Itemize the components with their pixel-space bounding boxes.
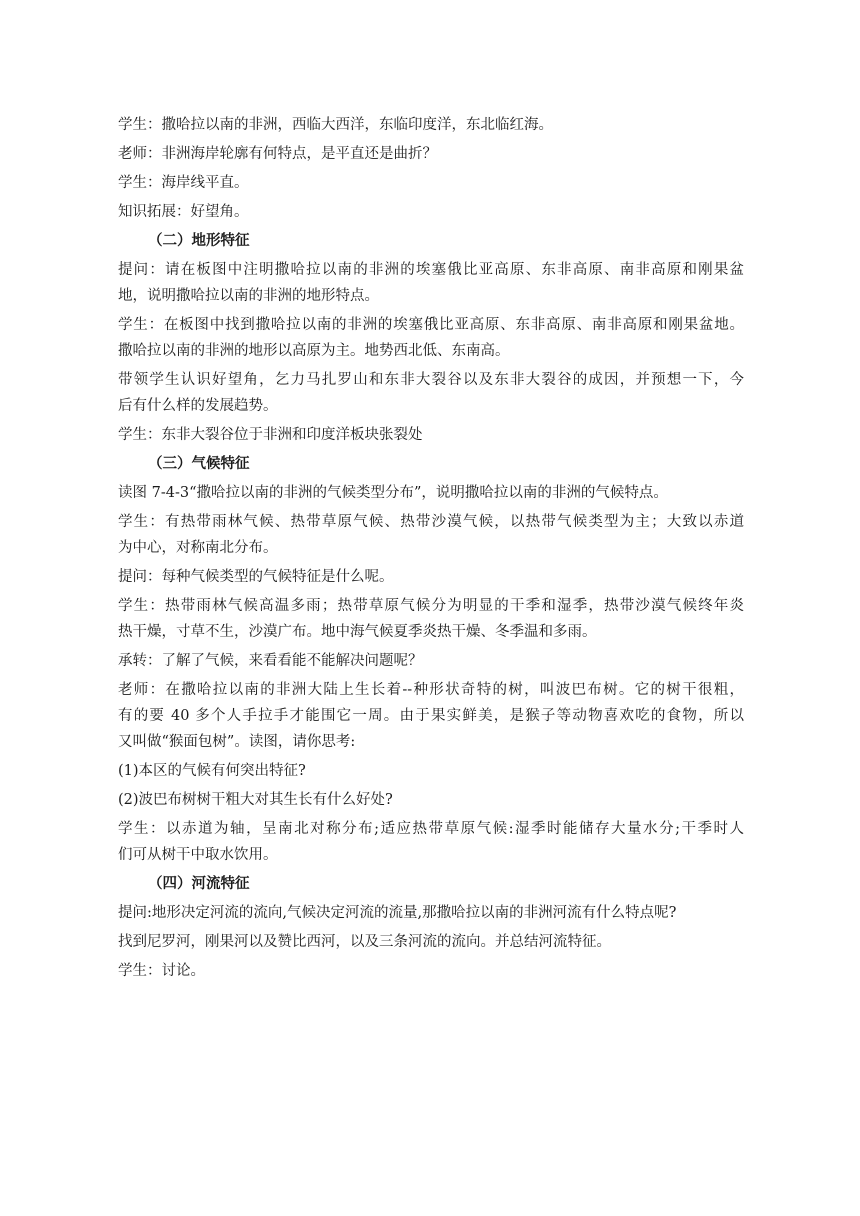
section-heading xyxy=(118,228,744,257)
text-line: 提问：每种气候类型的气候特征是什么呢。 xyxy=(118,569,394,585)
paragraph xyxy=(118,312,744,367)
text-line: 们可从树干中取水饮用。 xyxy=(118,847,278,863)
text-line: 读图 7-4-3“撒哈拉以南的非洲的气候类型分布”，说明撒哈拉以南的非洲的气候特点。 xyxy=(118,485,668,501)
text-line: 学生：海岸线平直。 xyxy=(118,175,249,191)
document-body xyxy=(118,112,744,987)
text-line: 找到尼罗河，刚果河以及赞比西河，以及三条河流的流向。并总结河流特征。 xyxy=(118,934,611,950)
text-line: 后有什么样的发展趋势。 xyxy=(118,398,278,414)
paragraph xyxy=(118,141,744,170)
text-line: 老师：非洲海岸轮廓有何特点，是平直还是曲折？ xyxy=(118,146,437,162)
text-line: 老师：在撒哈拉以南的非洲大陆上生长着--种形状奇特的树，叫波巴布树。它的树干很粗， xyxy=(118,682,744,698)
text-line: 学生：讨论。 xyxy=(118,963,205,979)
paragraph xyxy=(118,367,744,422)
text-line: （三）气候特征 xyxy=(148,455,250,472)
text-line: 有的要 40 多个人手拉手才能围它一周。由于果实鲜美，是猴子等动物喜欢吃的食物，所以 xyxy=(118,708,744,724)
section-heading xyxy=(118,451,744,480)
paragraph xyxy=(118,787,744,816)
paragraph xyxy=(118,929,744,958)
text-line: （四）河流特征 xyxy=(148,875,250,892)
paragraph xyxy=(118,199,744,228)
text-line: 地，说明撒哈拉以南的非洲的地形特点。 xyxy=(118,288,379,304)
text-line: (2)波巴布树树干粗大对其生长有什么好处? xyxy=(118,792,393,808)
text-line: 承转：了解了气候，来看看能不能解决问题呢？ xyxy=(118,653,423,669)
paragraph xyxy=(118,648,744,677)
text-line: 又叫做“猴面包树”。读图，请你思考: xyxy=(118,734,356,750)
text-line: 撒哈拉以南的非洲的地形以高原为主。地势西北低、东南高。 xyxy=(118,343,510,359)
text-line: 提问:地形决定河流的流向,气候决定河流的流量,那撒哈拉以南的非洲河流有什么特点呢? xyxy=(118,905,677,921)
paragraph xyxy=(118,422,744,451)
text-line: 学生：东非大裂谷位于非洲和印度洋板块张裂处 xyxy=(118,427,423,443)
paragraph xyxy=(118,900,744,929)
paragraph xyxy=(118,677,744,758)
text-line: 学生：热带雨林气候高温多雨；热带草原气候分为明显的干季和湿季，热带沙漠气候终年炎 xyxy=(118,598,744,614)
text-line: 提问：请在板图中注明撒哈拉以南的非洲的埃塞俄比亚高原、东非高原、南非高原和刚果盆 xyxy=(118,262,744,278)
paragraph xyxy=(118,593,744,648)
paragraph xyxy=(118,170,744,199)
text-line: 为中心，对称南北分布。 xyxy=(118,540,278,556)
text-line: （二）地形特征 xyxy=(148,232,250,249)
paragraph xyxy=(118,112,744,141)
paragraph xyxy=(118,758,744,787)
text-line: 学生：以赤道为轴，呈南北对称分布;适应热带草原气候:湿季时能储存大量水分;干季时人 xyxy=(118,821,744,837)
paragraph xyxy=(118,958,744,987)
text-line: 知识拓展：好望角。 xyxy=(118,204,249,220)
paragraph xyxy=(118,480,744,509)
text-line: 学生：撒哈拉以南的非洲，西临大西洋，东临印度洋，东北临红海。 xyxy=(118,117,553,133)
paragraph xyxy=(118,509,744,564)
text-line: (1)本区的气候有何突出特征? xyxy=(118,763,306,779)
section-heading xyxy=(118,871,744,900)
paragraph xyxy=(118,564,744,593)
paragraph xyxy=(118,257,744,312)
text-line: 热干燥，寸草不生，沙漠广布。地中海气候夏季炎热干燥、冬季温和多雨。 xyxy=(118,624,597,640)
text-line: 学生：在板图中找到撒哈拉以南的非洲的埃塞俄比亚高原、东非高原、南非高原和刚果盆地。 xyxy=(118,317,744,333)
text-line: 带领学生认识好望角，乞力马扎罗山和东非大裂谷以及东非大裂谷的成因，并预想一下，今 xyxy=(118,372,744,388)
paragraph xyxy=(118,816,744,871)
text-line: 学生：有热带雨林气候、热带草原气候、热带沙漠气候，以热带气候类型为主；大致以赤道 xyxy=(118,514,744,530)
